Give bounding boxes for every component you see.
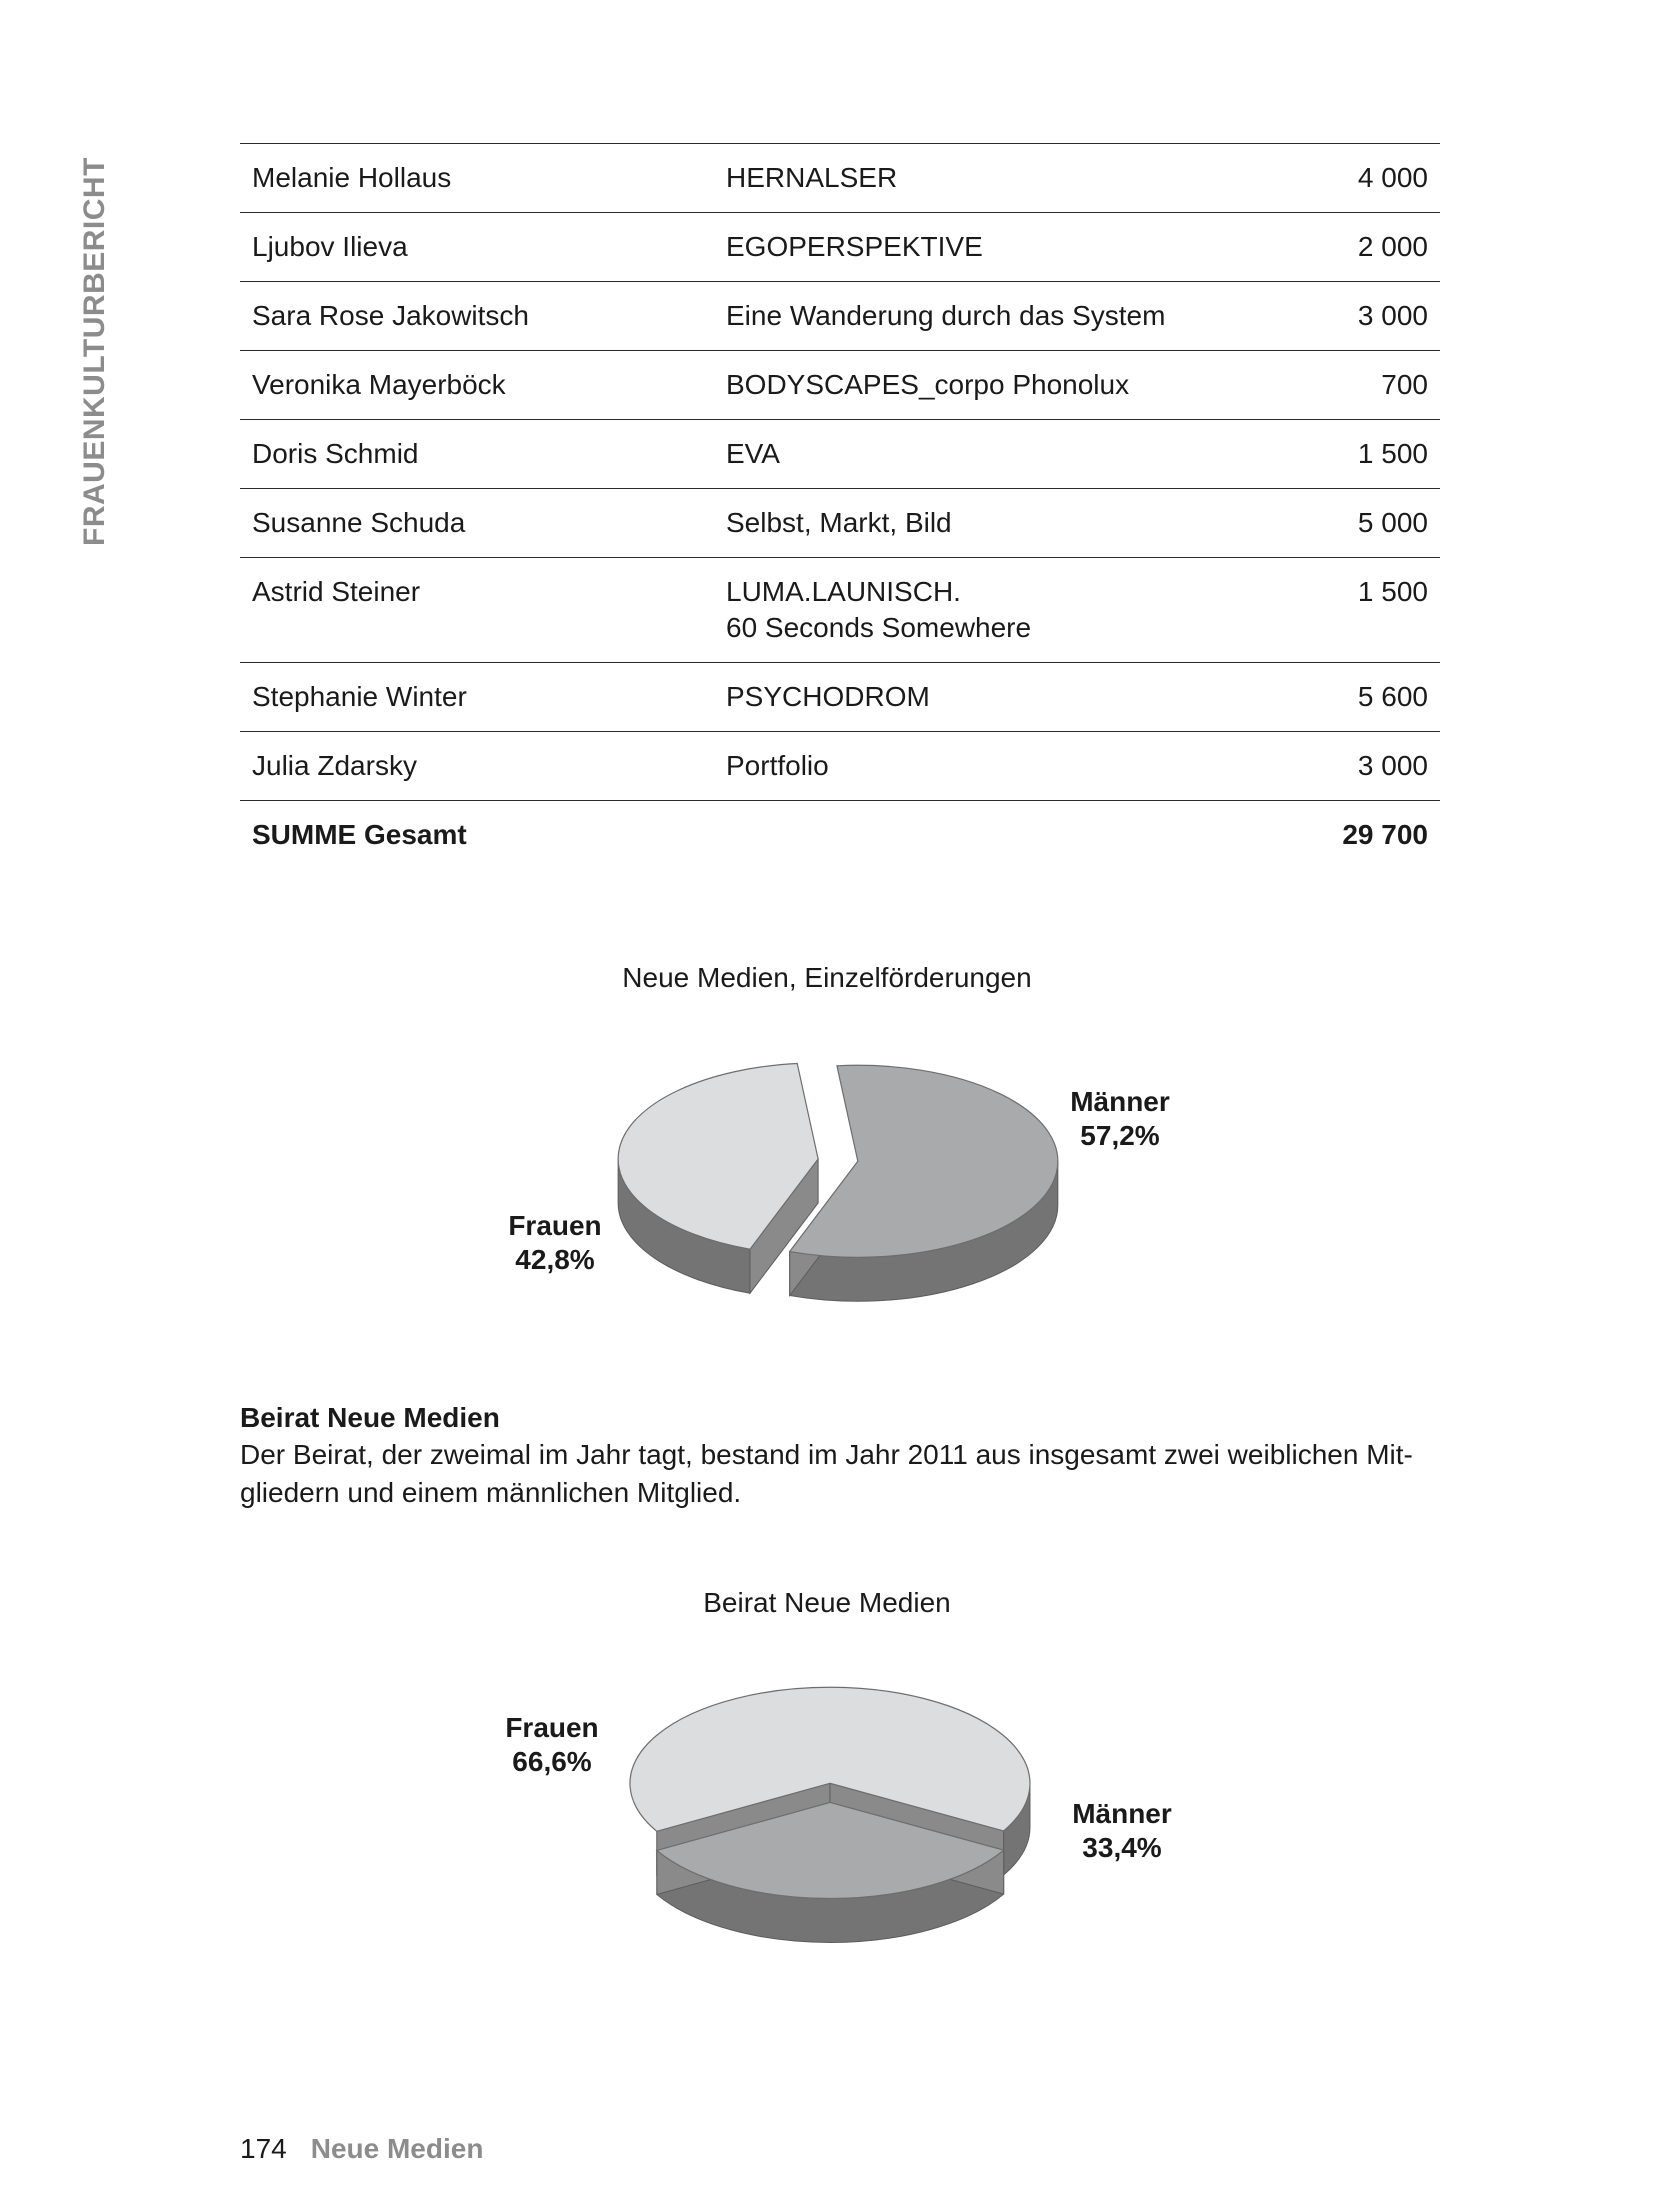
- table-row: [240, 351, 1440, 420]
- row-amount: 700: [1381, 369, 1428, 400]
- table-row: [240, 663, 1440, 732]
- row-project: HERNALSER: [726, 162, 898, 193]
- row-amount: 3 000: [1357, 300, 1428, 331]
- chart2-label-frauen-value: 66,6%: [512, 1746, 592, 1777]
- table-row: [240, 420, 1440, 489]
- chart2-title: Beirat Neue Medien: [703, 1587, 951, 1618]
- chart2-pie: [0, 1655, 1654, 1985]
- table-row: [240, 144, 1440, 213]
- row-name: Doris Schmid: [252, 438, 419, 469]
- row-amount: 4 000: [1357, 162, 1428, 193]
- row-name: Ljubov Ilieva: [252, 231, 408, 262]
- row-project: BODYSCAPES_corpo Phonolux: [726, 369, 1130, 400]
- row-name: Stephanie Winter: [252, 681, 467, 712]
- table-row: [240, 489, 1440, 558]
- chart2-label-frauen-name: Frauen: [505, 1712, 599, 1743]
- total-amount: 29 700: [1342, 819, 1428, 850]
- section-body-line1: Der Beirat, der zweimal im Jahr tagt, bestand im Jahr 2011 aus insgesamt zwei weiblichen Mit-: [240, 1439, 1413, 1470]
- total-label: SUMME Gesamt: [252, 819, 467, 850]
- row-name: Julia Zdarsky: [252, 750, 417, 781]
- row-amount: 1 500: [1357, 438, 1428, 469]
- row-project: Portfolio: [726, 750, 829, 781]
- row-name: Susanne Schuda: [252, 507, 466, 538]
- page-number: 174: [240, 2133, 287, 2164]
- row-amount: 5 600: [1357, 681, 1428, 712]
- row-project-line1: LUMA.LAUNISCH.: [726, 576, 961, 607]
- table-row: [240, 213, 1440, 282]
- chart1-label-maenner-value: 57,2%: [1080, 1120, 1160, 1151]
- row-project: Selbst, Markt, Bild: [726, 507, 952, 538]
- row-amount: 5 000: [1357, 507, 1428, 538]
- table-total-row: [240, 801, 1440, 869]
- row-name: Sara Rose Jakowitsch: [252, 300, 530, 331]
- chart1-label-maenner: [1040, 1085, 1200, 1153]
- row-project-line2: 60 Seconds Somewhere: [726, 612, 1032, 643]
- table-row: [240, 732, 1440, 801]
- table-row: [240, 558, 1440, 663]
- row-project: [726, 574, 1240, 646]
- chart2-label-maenner: [1042, 1797, 1202, 1865]
- chart1-title: Neue Medien, Einzelförderungen: [622, 962, 1032, 993]
- row-project: EGOPERSPEKTIVE: [726, 231, 983, 262]
- chart2-label-maenner-value: 33,4%: [1082, 1832, 1162, 1863]
- row-name: Melanie Hollaus: [252, 162, 452, 193]
- grant-table: [240, 143, 1440, 869]
- chart1-label-frauen: [475, 1209, 635, 1277]
- section-heading: Beirat Neue Medien: [240, 1402, 500, 1433]
- row-name: Veronika Mayerböck: [252, 369, 506, 400]
- side-running-title: FRAUENKULTURBERICHT: [78, 157, 111, 546]
- chart1-label-frauen-name: Frauen: [508, 1210, 602, 1241]
- chart2-label-frauen: [472, 1711, 632, 1779]
- chart1-label-maenner-name: Männer: [1070, 1086, 1170, 1117]
- row-amount: 1 500: [1357, 576, 1428, 607]
- row-project: PSYCHODROM: [726, 681, 930, 712]
- page-footer: [240, 2133, 483, 2165]
- chart1-pie: [0, 1030, 1654, 1360]
- row-project: Eine Wanderung durch das System: [726, 300, 1166, 331]
- section-body: [240, 1436, 1450, 1512]
- row-amount: 2 000: [1357, 231, 1428, 262]
- row-amount: 3 000: [1357, 750, 1428, 781]
- chart2-label-maenner-name: Männer: [1072, 1798, 1172, 1829]
- row-project: EVA: [726, 438, 780, 469]
- row-name: Astrid Steiner: [252, 576, 421, 607]
- footer-section-name: Neue Medien: [310, 2133, 484, 2164]
- table-row: [240, 282, 1440, 351]
- chart1-label-frauen-value: 42,8%: [515, 1244, 595, 1275]
- section-body-line2: gliedern und einem männlichen Mitglied.: [240, 1477, 742, 1508]
